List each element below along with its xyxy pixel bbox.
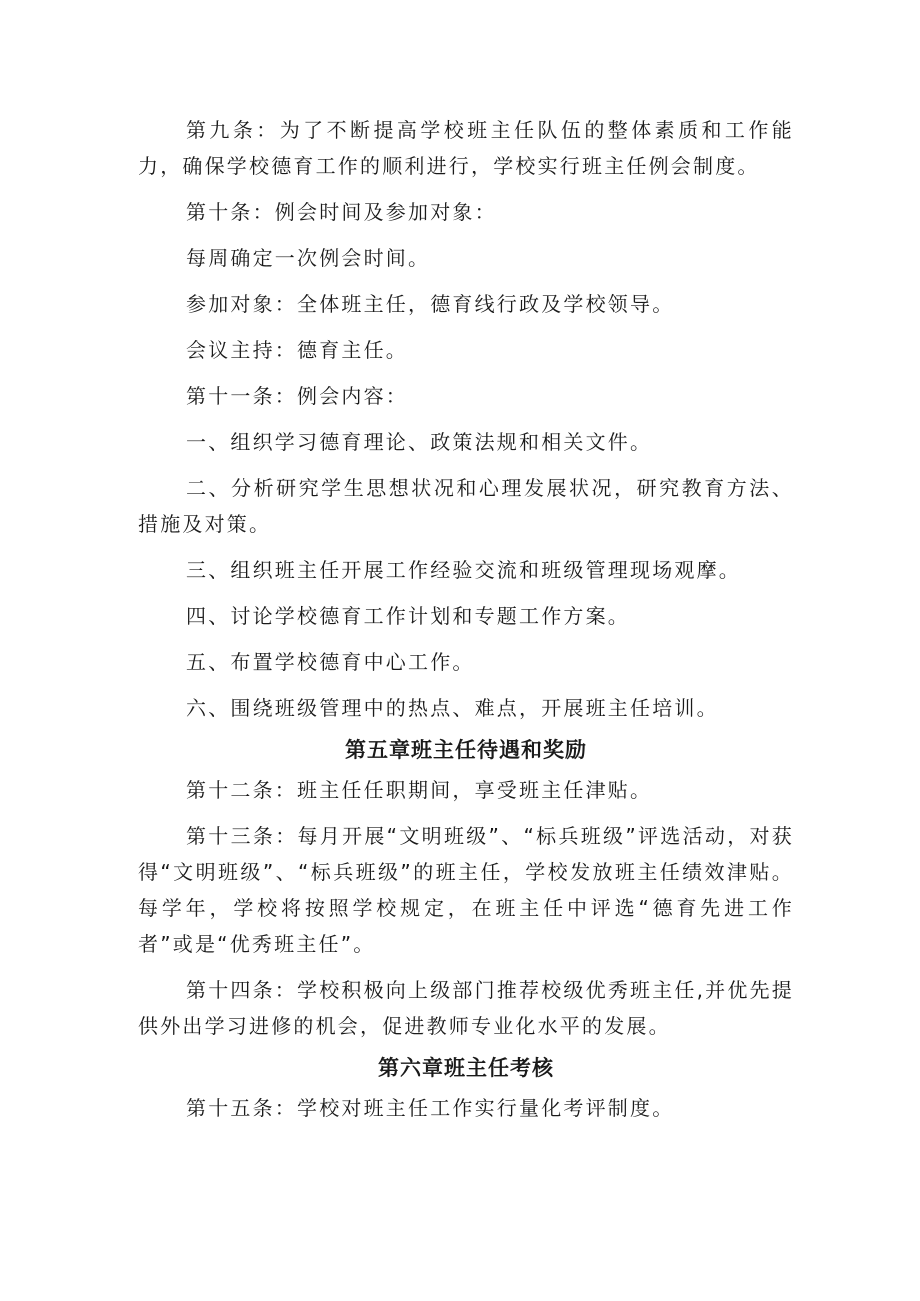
article-11: 第十一条：例会内容： bbox=[186, 384, 408, 408]
participants: 参加对象：全体班主任，德育线行政及学校领导。 bbox=[186, 292, 675, 316]
meeting-time: 每周确定一次例会时间。 bbox=[186, 246, 431, 270]
content-item-6: 六、围绕班级管理中的热点、难点，开展班主任培训。 bbox=[186, 696, 719, 720]
content-item-5: 五、布置学校德育中心工作。 bbox=[186, 650, 475, 674]
content-item-1: 一、组织学习德育理论、政策法规和相关文件。 bbox=[186, 430, 653, 454]
content-item-4: 四、讨论学校德育工作计划和专题工作方案。 bbox=[186, 604, 630, 628]
content-item-3: 三、组织班主任开展工作经验交流和班级管理现场观摩。 bbox=[186, 558, 741, 582]
chapter-6-title: 第六章班主任考核 bbox=[378, 1056, 554, 1080]
chapter-5-title: 第五章班主任待遇和奖励 bbox=[345, 738, 587, 762]
article-10: 第十条：例会时间及参加对象： bbox=[186, 200, 497, 224]
article-15: 第十五条：学校对班主任工作实行量化考评制度。 bbox=[186, 1096, 675, 1120]
meeting-host: 会议主持：德育主任。 bbox=[186, 338, 408, 362]
article-12: 第十二条：班主任任职期间，享受班主任津贴。 bbox=[186, 778, 653, 802]
document-page bbox=[138, 112, 794, 1126]
article-9: 第九条：为了不断提高学校班主任队伍的整体素质和工作能力，确保学校德育工作的顺利进行，学校实行班主任例会制度。 bbox=[138, 118, 794, 178]
content-item-2: 二、分析研究学生思想状况和心理发展状况，研究教育方法、措施及对策。 bbox=[138, 476, 794, 536]
article-14: 第十四条：学校积极向上级部门推荐校级优秀班主任,并优先提供外出学习进修的机会，促进教师专业化水平的发展。 bbox=[138, 978, 794, 1038]
article-13: 第十三条：每月开展“文明班级”、“标兵班级”评选活动，对获得“文明班级”、“标兵班级”的班主任，学校发放班主任绩效津贴。每学年，学校将按照学校规定，在班主任中评选“德育先进工作者”或是“优秀班主任”。 bbox=[138, 824, 794, 956]
